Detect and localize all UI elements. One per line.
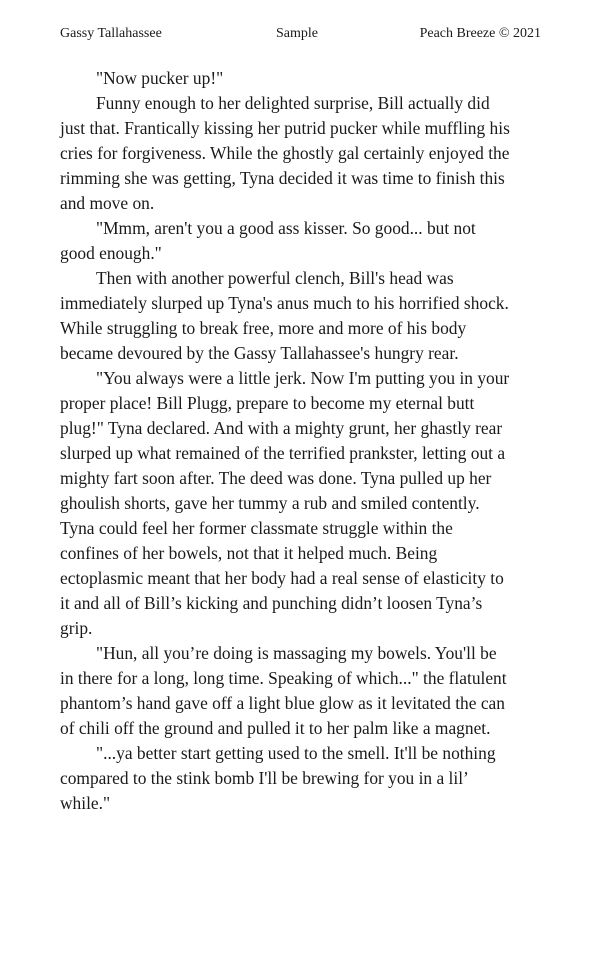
header-copyright: Peach Breeze © 2021: [419, 26, 541, 41]
paragraph: Then with another powerful clench, Bill's head was immediately slurped up Tyna's anus much to his horrified shock. While struggling to break free, more and more of his body became devoured by the Gassy Tallahassee's hungry rear.: [60, 268, 509, 363]
page-header: [60, 24, 541, 44]
paragraph: "...ya better start getting used to the smell. It'll be nothing compared to the stink bomb I'll be brewing for you in a lil’ while.": [60, 743, 496, 813]
header-title: Gassy Tallahassee: [60, 26, 162, 41]
paragraph: "Mmm, aren't you a good ass kisser. So good... but not good enough.": [60, 218, 476, 263]
paragraph: Funny enough to her delighted surprise, Bill actually did just that. Frantically kissing her putrid pucker while muffling his cries for forgiveness. While the ghostly gal certainly enjoyed the rimming she was getting, Tyna decided it was time to finish this and move on.: [60, 93, 510, 213]
header-sample-label: Sample: [276, 26, 318, 41]
document-body: [60, 66, 510, 816]
paragraph: "You always were a little jerk. Now I'm putting you in your proper place! Bill Plugg, prepare to become my eternal butt plug!" Tyna declared. And with a mighty grunt, her ghastly rear slurped up what remained of the terrified prankster, letting out a mighty fart soon after. The deed was done. Tyna pulled up her ghoulish shorts, gave her tummy a rub and smiled contently. Tyna could feel her former classmate struggle within the confines of her bowels, not that it helped much. Being ectoplasmic meant that her body had a real sense of elasticity to it and all of Bill’s kicking and punching didn’t loosen Tyna’s grip.: [60, 368, 510, 638]
paragraph: "Now pucker up!": [96, 68, 224, 88]
paragraph: "Hun, all you’re doing is massaging my bowels. You'll be in there for a long, long time. Speaking of which..." the flatulent phantom’s hand gave off a light blue glow as it levitated the can of chili off the ground and pulled it to her palm like a magnet.: [60, 643, 507, 738]
